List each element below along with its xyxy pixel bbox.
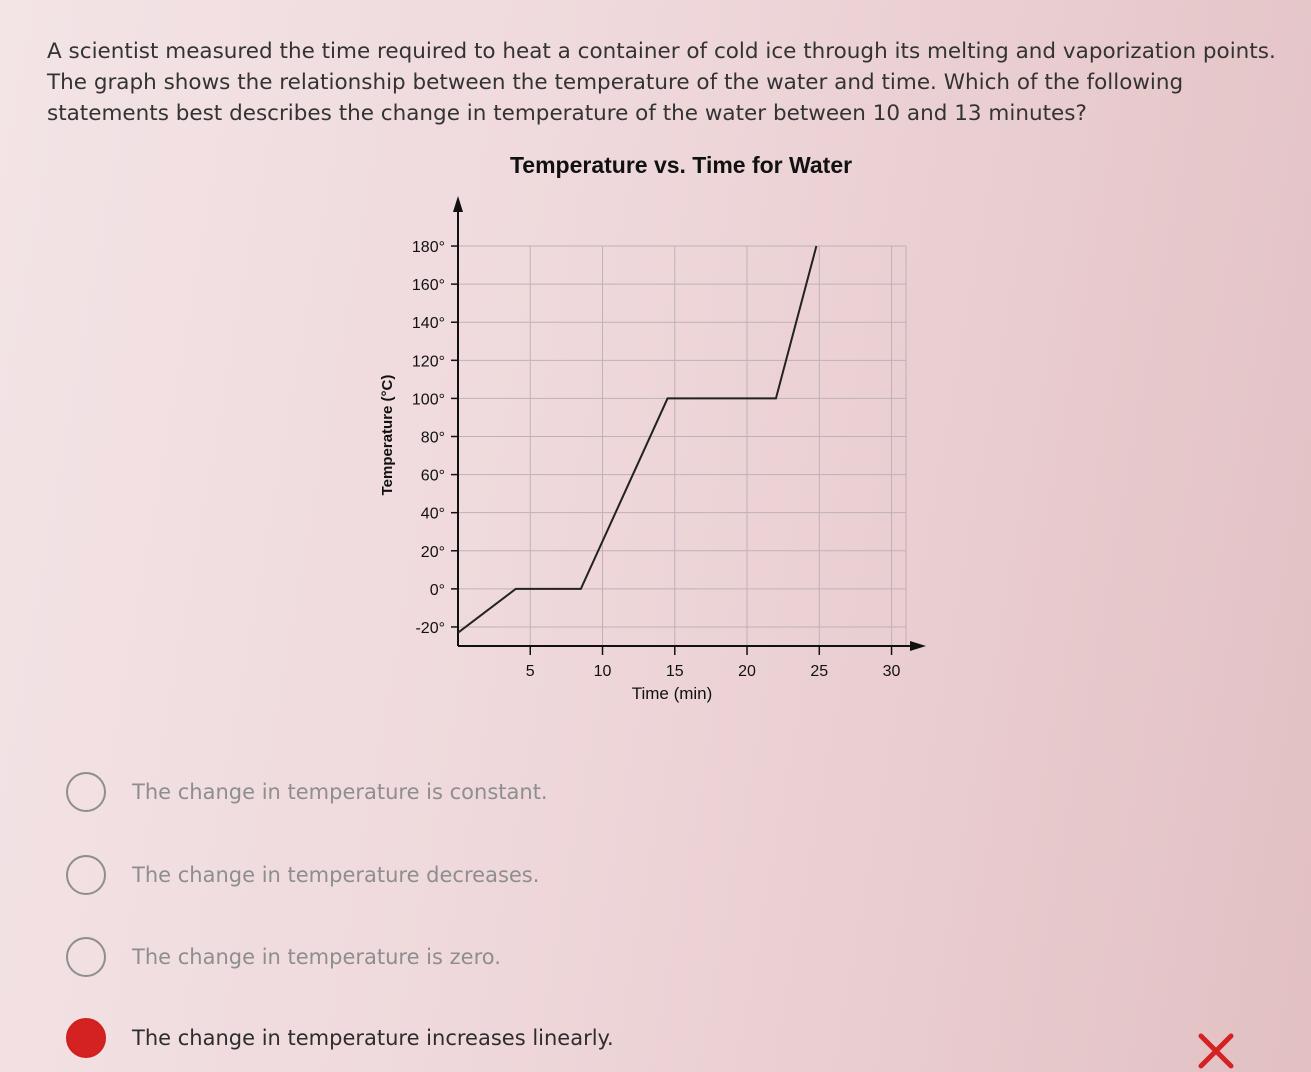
radio-button-1[interactable] [66,772,106,812]
y-tick-label-180: 180° [411,239,445,257]
radio-button-4[interactable] [66,1018,106,1058]
chart-title: Temperature vs. Time for Water [509,152,853,178]
x-axis-arrow [910,641,926,651]
answer-option-3[interactable] [66,932,766,982]
series-line-0 [458,246,816,633]
chart-grid [458,246,906,646]
y-tick-label-120: 120° [411,353,445,371]
y-axis-arrow [453,196,463,212]
y-axis-label: Temperature (°C) [379,374,396,496]
y-tick-label-140: 140° [411,315,445,333]
y-tick-label-80: 80° [420,429,445,447]
x-tick-label-5: 5 [525,663,535,680]
chart-axes [453,196,926,651]
x-tick-label-10: 10 [593,663,612,680]
chart-series [458,246,816,633]
answer-option-4-label: The change in temperature increases linearly. [132,1026,614,1050]
y-tick-label-20: 20° [420,543,445,561]
answer-option-3-label: The change in temperature is zero. [132,945,501,969]
answer-option-1[interactable] [66,767,766,817]
y-tick-label-40: 40° [420,505,445,523]
x-tick-label-25: 25 [810,663,829,680]
answer-option-2-label: The change in temperature decreases. [132,863,540,887]
y-tick-label-160: 160° [411,277,445,295]
radio-button-2[interactable] [66,855,106,895]
question-text: A scientist measured the time required to heat a container of cold ice through its melting and vaporization points. The graph shows the relationship between the temperature of the water and time. Which of the following statements best describes the change in temperature of the water between 10 and 13 minutes? [47,38,1276,126]
answer-option-2[interactable] [66,850,766,900]
y-tick-label-60: 60° [420,467,445,485]
y-tick-label--20: -20° [415,619,445,637]
radio-button-3[interactable] [66,937,106,977]
y-tick-label-100: 100° [411,391,445,409]
y-tick-label-0: 0° [429,581,445,599]
temperature-time-chart [360,140,940,720]
x-tick-label-30: 30 [882,663,901,680]
answer-option-1-label: The change in temperature is constant. [132,780,548,804]
x-tick-label-20: 20 [738,663,756,680]
x-axis-label: Time (min) [631,684,713,703]
x-icon [1195,1030,1237,1072]
chart-ticks [412,239,901,680]
answer-option-4[interactable] [66,1013,766,1063]
x-tick-label-15: 15 [665,663,684,680]
